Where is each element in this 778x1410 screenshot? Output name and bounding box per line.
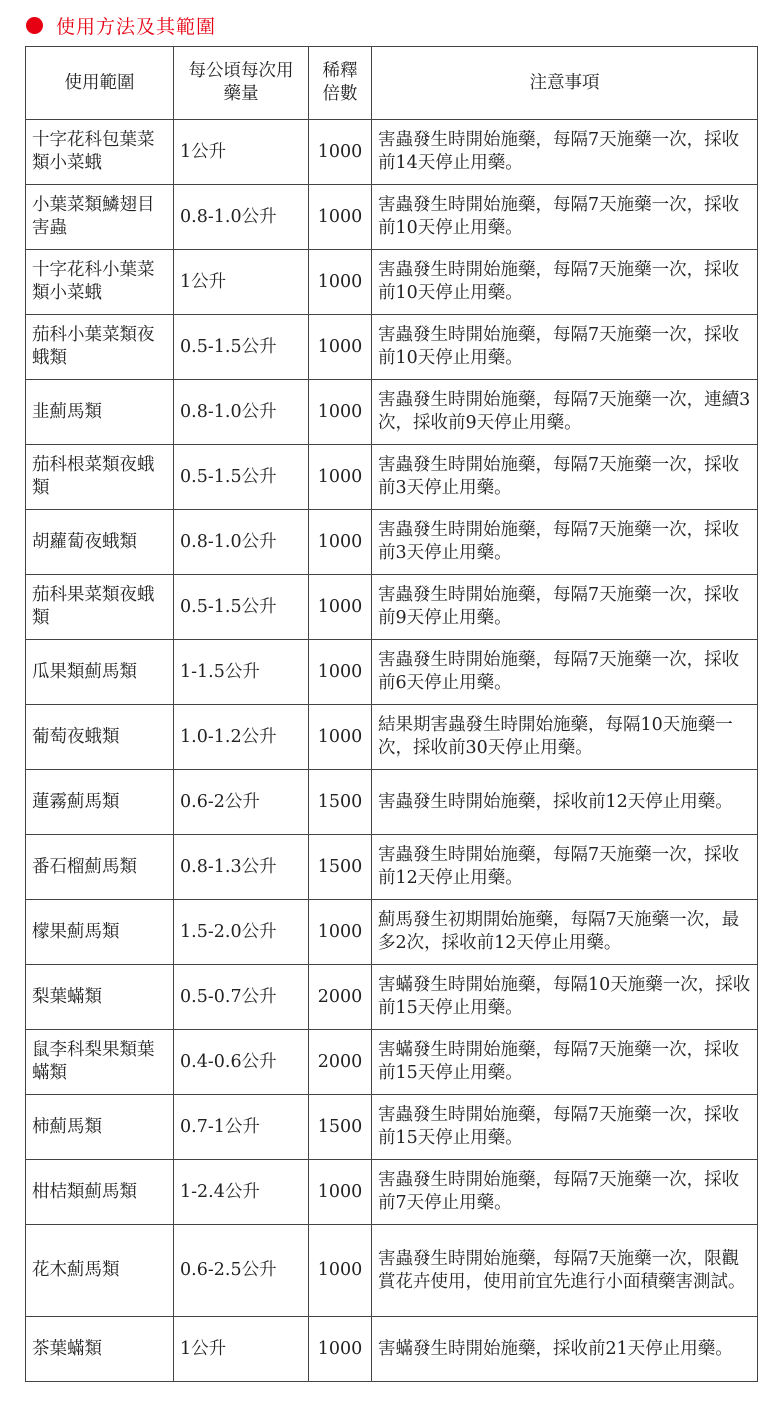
dilution-cell: 1000 — [309, 445, 372, 510]
dilution-cell: 1000 — [309, 1317, 372, 1382]
crop-cell: 番石榴薊馬類 — [26, 835, 174, 900]
dose-cell: 1-2.4公升 — [174, 1160, 309, 1225]
crop-cell: 梨葉蟎類 — [26, 965, 174, 1030]
header-dilution: 稀釋倍數 — [309, 47, 372, 120]
table-header-row — [26, 47, 758, 120]
table-row — [26, 770, 758, 835]
note-cell: 害蟲發生時開始施藥，每隔7天施藥一次，採收前9天停止用藥。 — [372, 575, 758, 640]
crop-cell: 鼠李科梨果類葉蟎類 — [26, 1030, 174, 1095]
dilution-cell: 1000 — [309, 705, 372, 770]
note-cell: 害蟲發生時開始施藥，每隔7天施藥一次，採收前3天停止用藥。 — [372, 510, 758, 575]
table-row — [26, 315, 758, 380]
dilution-cell: 1500 — [309, 1095, 372, 1160]
header-dose: 每公頃每次用藥量 — [174, 47, 309, 120]
table-row — [26, 250, 758, 315]
dose-cell: 0.8-1.0公升 — [174, 380, 309, 445]
table-row — [26, 575, 758, 640]
red-bullet-icon — [26, 17, 43, 34]
dose-cell: 0.5-1.5公升 — [174, 445, 309, 510]
dose-cell: 0.5-1.5公升 — [174, 575, 309, 640]
crop-cell: 茶葉蟎類 — [26, 1317, 174, 1382]
crop-cell: 小葉菜類鱗翅目害蟲 — [26, 185, 174, 250]
crop-cell: 花木薊馬類 — [26, 1225, 174, 1317]
dose-cell: 1公升 — [174, 250, 309, 315]
crop-cell: 檬果薊馬類 — [26, 900, 174, 965]
dose-cell: 1公升 — [174, 120, 309, 185]
crop-cell: 胡蘿蔔夜蛾類 — [26, 510, 174, 575]
header-notes: 注意事項 — [372, 47, 758, 120]
dilution-cell: 1000 — [309, 250, 372, 315]
dilution-cell: 1000 — [309, 900, 372, 965]
dilution-cell: 1000 — [309, 120, 372, 185]
crop-cell: 瓜果類薊馬類 — [26, 640, 174, 705]
note-cell: 結果期害蟲發生時開始施藥，每隔10天施藥一次，採收前30天停止用藥。 — [372, 705, 758, 770]
note-cell: 害蟲發生時開始施藥，每隔7天施藥一次，採收前15天停止用藥。 — [372, 1095, 758, 1160]
crop-cell: 茄科根菜類夜蛾類 — [26, 445, 174, 510]
header-crop-range: 使用範圍 — [26, 47, 174, 120]
crop-cell: 柑桔類薊馬類 — [26, 1160, 174, 1225]
dose-cell: 1.5-2.0公升 — [174, 900, 309, 965]
dose-cell: 0.5-1.5公升 — [174, 315, 309, 380]
usage-table — [25, 46, 758, 1382]
note-cell: 害蟲發生時開始施藥，每隔7天施藥一次，採收前10天停止用藥。 — [372, 250, 758, 315]
note-cell: 害蟲發生時開始施藥，採收前12天停止用藥。 — [372, 770, 758, 835]
dilution-cell: 1500 — [309, 770, 372, 835]
dilution-cell: 1000 — [309, 380, 372, 445]
table-row — [26, 965, 758, 1030]
dilution-cell: 1000 — [309, 185, 372, 250]
dilution-cell: 1000 — [309, 575, 372, 640]
table-row — [26, 1225, 758, 1317]
dose-cell: 0.8-1.0公升 — [174, 185, 309, 250]
note-cell: 害蟲發生時開始施藥，每隔7天施藥一次，採收前14天停止用藥。 — [372, 120, 758, 185]
crop-cell: 茄科果菜類夜蛾類 — [26, 575, 174, 640]
crop-cell: 十字花科包葉菜類小菜蛾 — [26, 120, 174, 185]
section-heading — [26, 12, 216, 38]
dilution-cell: 1000 — [309, 640, 372, 705]
dilution-cell: 2000 — [309, 965, 372, 1030]
dilution-cell: 2000 — [309, 1030, 372, 1095]
crop-cell: 葡萄夜蛾類 — [26, 705, 174, 770]
note-cell: 害蟲發生時開始施藥，每隔7天施藥一次，採收前10天停止用藥。 — [372, 185, 758, 250]
dose-cell: 0.7-1公升 — [174, 1095, 309, 1160]
table-row — [26, 510, 758, 575]
note-cell: 害蟲發生時開始施藥，每隔7天施藥一次，採收前6天停止用藥。 — [372, 640, 758, 705]
table-row — [26, 900, 758, 965]
table-row — [26, 120, 758, 185]
dilution-cell: 1000 — [309, 510, 372, 575]
dose-cell: 0.8-1.0公升 — [174, 510, 309, 575]
note-cell: 害蟎發生時開始施藥，採收前21天停止用藥。 — [372, 1317, 758, 1382]
note-cell: 薊馬發生初期開始施藥，每隔7天施藥一次，最多2次，採收前12天停止用藥。 — [372, 900, 758, 965]
table-row — [26, 1317, 758, 1382]
table-row — [26, 380, 758, 445]
crop-cell: 蓮霧薊馬類 — [26, 770, 174, 835]
dose-cell: 0.4-0.6公升 — [174, 1030, 309, 1095]
section-title: 使用方法及其範圍 — [56, 15, 217, 38]
table-row — [26, 1160, 758, 1225]
table-row — [26, 1095, 758, 1160]
dose-cell: 1公升 — [174, 1317, 309, 1382]
dilution-cell: 1500 — [309, 835, 372, 900]
dose-cell: 1.0-1.2公升 — [174, 705, 309, 770]
note-cell: 害蟲發生時開始施藥，每隔7天施藥一次，採收前12天停止用藥。 — [372, 835, 758, 900]
dose-cell: 1-1.5公升 — [174, 640, 309, 705]
table-row — [26, 445, 758, 510]
dose-cell: 0.6-2.5公升 — [174, 1225, 309, 1317]
table-row — [26, 705, 758, 770]
note-cell: 害蟲發生時開始施藥，每隔7天施藥一次，採收前3天停止用藥。 — [372, 445, 758, 510]
dilution-cell: 1000 — [309, 1225, 372, 1317]
crop-cell: 十字花科小葉菜類小菜蛾 — [26, 250, 174, 315]
note-cell: 害蟲發生時開始施藥，每隔7天施藥一次，限觀賞花卉使用，使用前宜先進行小面積藥害測試。 — [372, 1225, 758, 1317]
dose-cell: 0.5-0.7公升 — [174, 965, 309, 1030]
note-cell: 害蟲發生時開始施藥，每隔7天施藥一次，採收前10天停止用藥。 — [372, 315, 758, 380]
note-cell: 害蟲發生時開始施藥，每隔7天施藥一次，採收前7天停止用藥。 — [372, 1160, 758, 1225]
dilution-cell: 1000 — [309, 1160, 372, 1225]
table-row — [26, 1030, 758, 1095]
dose-cell: 0.6-2公升 — [174, 770, 309, 835]
table-row — [26, 185, 758, 250]
dose-cell: 0.8-1.3公升 — [174, 835, 309, 900]
crop-cell: 柿薊馬類 — [26, 1095, 174, 1160]
table-row — [26, 640, 758, 705]
note-cell: 害蟎發生時開始施藥，每隔7天施藥一次，採收前15天停止用藥。 — [372, 1030, 758, 1095]
dilution-cell: 1000 — [309, 315, 372, 380]
note-cell: 害蟎發生時開始施藥，每隔10天施藥一次，採收前15天停止用藥。 — [372, 965, 758, 1030]
note-cell: 害蟲發生時開始施藥，每隔7天施藥一次，連續3次，採收前9天停止用藥。 — [372, 380, 758, 445]
table-row — [26, 835, 758, 900]
crop-cell: 茄科小葉菜類夜蛾類 — [26, 315, 174, 380]
crop-cell: 韭薊馬類 — [26, 380, 174, 445]
